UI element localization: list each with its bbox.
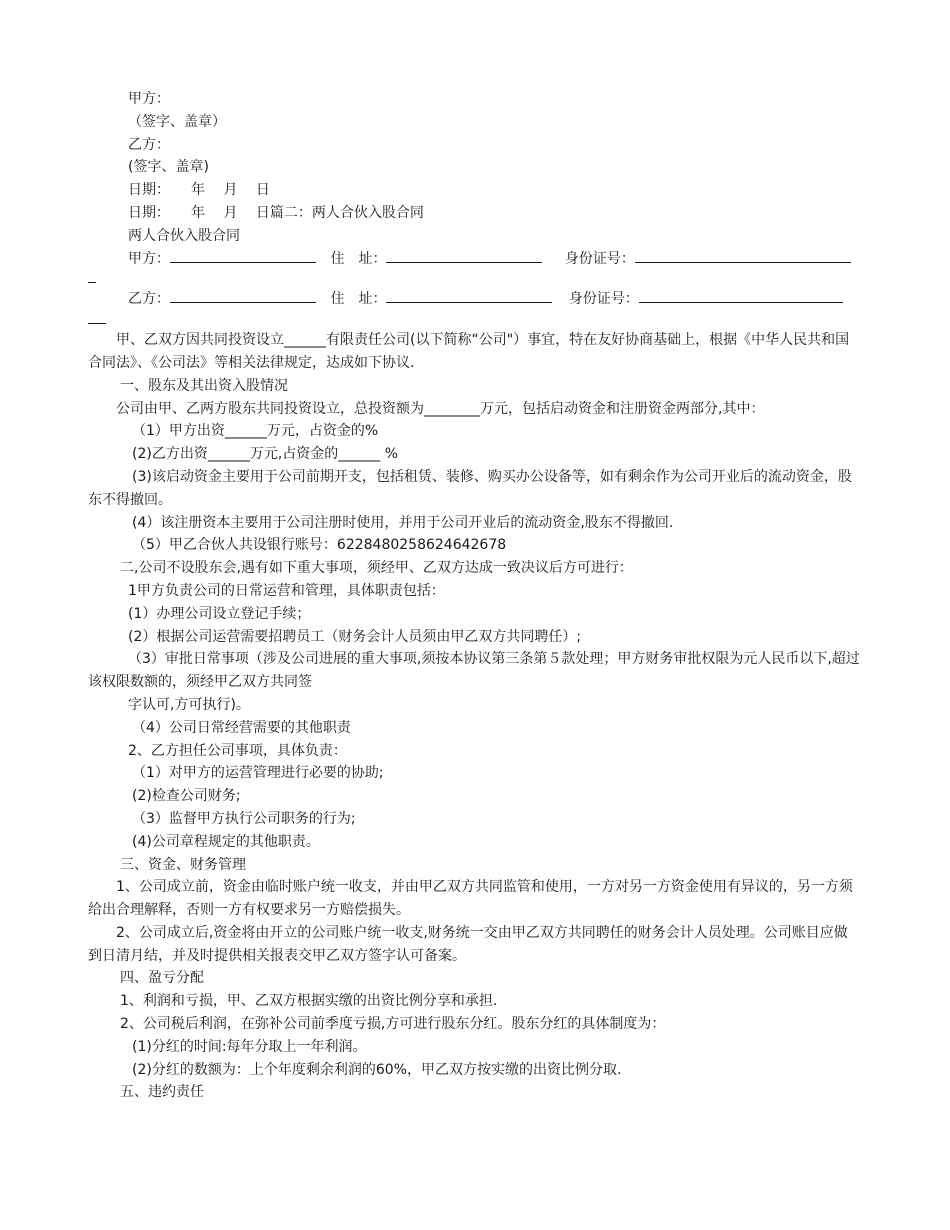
section-2-party-a-item-3-continued: 字认可,方可执行)。 [128, 696, 250, 713]
section-2-party-b-item-4: (4)公司章程规定的其他职责。 [132, 833, 320, 850]
section-1-item-5: （5）甲乙合伙人共设银行账号：6228480258624642678 [132, 537, 507, 554]
section-4-item-2: (2)分红的数额为：上个年度剩余利润的60%，甲乙双方按实缴的出资比例分取. [132, 1061, 622, 1078]
section-2-party-a-item-2: (2）根据公司运营需要招聘员工（财务会计人员须由甲乙双方共同聘任）; [128, 628, 582, 645]
section-2-title: 二,公司不设股东会,遇有如下重大事项，须经甲、乙双方达成一致决议后方可进行： [120, 560, 633, 577]
section-3-title: 三、资金、财务管理 [120, 856, 246, 873]
section-2-party-a-item-4: （4）公司日常经营需要的其他职责 [132, 719, 351, 736]
party-b-id-blank [639, 288, 843, 303]
party-a-id-blank-overflow [88, 270, 860, 288]
party-b-name-blank [170, 288, 316, 303]
party-b-info-row [88, 288, 860, 311]
party-a-label: 甲方： [128, 250, 170, 267]
section-1-title: 一、股东及其出资入股情况 [120, 377, 288, 394]
signature-date-1: 日期： 年 月 日 [128, 182, 270, 199]
signature-seal-b: (签字、盖章) [128, 159, 209, 176]
party-a-id-blank [635, 248, 851, 263]
section-2-party-b-item-1: （1）对甲方的运营管理进行必要的协助; [132, 765, 384, 782]
party-b-address-label: 住 址： [330, 291, 387, 308]
party-a-id-label: 身份证号： [564, 250, 635, 267]
party-b-address-blank [386, 288, 552, 303]
document-title: 两人合伙入股合同 [128, 227, 240, 244]
section-4-item-1: (1)分红的时间:每年分取上一年利润。 [132, 1038, 367, 1055]
section-2-party-a-item-1: (1）办理公司设立登记手续； [128, 605, 311, 622]
party-a-info-row [88, 248, 860, 271]
section-2-party-b-title: 2、乙方担任公司事项，具体负责： [128, 742, 347, 759]
section-3-paragraph-1: 1、公司成立前，资金由临时账户统一收支，并由甲乙双方共同监管和使用，一方对另一方资金使用有异议的，另一方须给出合理解释，否则一方有权要求另一方赔偿损失。 [88, 879, 853, 919]
section-5-title: 五、违约责任 [120, 1084, 204, 1101]
section-1-body: 公司由甲、乙两方股东共同投资设立，总投资额为________万元，包括启动资金和注册资金两部分,其中： [116, 400, 765, 417]
intro-paragraph: 甲、乙双方因共同投资设立______有限责任公司(以下简称“公司"）事宜，特在友好协商基础上，根据《中华人民共和国合同法》、《公司法》等相关法律规定，达成如下协议. [88, 332, 850, 371]
section-1-item-1: （1）甲方出资______万元，占资金的% [132, 423, 379, 440]
signature-seal-a: （签字、盖章） [128, 113, 226, 130]
section-4-paragraph-2: 2、公司税后利润，在弥补公司前季度亏损,方可进行股东分红。股东分红的具体制度为： [120, 1016, 666, 1033]
party-a-name-blank [170, 248, 316, 263]
section-2-party-a-item-3: （3）审批日常事项（涉及公司进展的重大事项,须按本协议第三条第５款处理；甲方财务审批权限为元人民币以下,超过该权限数额的，须经甲乙双方共同签 [88, 651, 860, 691]
section-1-item-4: (4）该注册资本主要用于公司注册时使用，并用于公司开业后的流动资金,股东不得撤回. [132, 514, 674, 531]
section-1-item-2: (2)乙方出资______万元,占资金的______ % [132, 446, 399, 463]
section-2-party-b-item-2: (2)检查公司财务; [132, 788, 241, 805]
contract-document [88, 88, 860, 1104]
signature-party-b: 乙方： [128, 136, 170, 153]
section-4-paragraph-1: 1、利润和亏损，甲、乙双方根据实缴的出资比例分享和承担. [120, 993, 498, 1010]
section-3-paragraph-2: 2、公司成立后,资金将由开立的公司账户统一收支,财务统一交由甲乙双方共同聘任的财务会计人员处理。公司账目应做到日清月结，并及时提供相关报表交甲乙双方签字认可备案。 [88, 924, 848, 964]
party-b-label: 乙方： [128, 291, 170, 308]
signature-party-a: 甲方： [128, 91, 170, 107]
party-b-id-blank-overflow [88, 311, 860, 329]
section-1-item-3: (3)该启动资金主要用于公司前期开支，包括租赁、装修、购买办公设备等，如有剩余作为公司开业后的流动资金，股东不得撤回。 [88, 468, 852, 508]
party-a-address-blank [386, 248, 542, 263]
section-2-party-a-title: 1甲方负责公司的日常运营和管理，具体职责包括： [128, 582, 445, 599]
section-4-title: 四、盈亏分配 [120, 970, 204, 987]
party-a-address-label: 住 址： [330, 250, 387, 267]
section-2-party-b-item-3: （3）监督甲方执行公司职务的行为; [132, 810, 356, 827]
party-b-id-label: 身份证号： [568, 291, 639, 308]
signature-date-2: 日期： 年 月 日篇二：两人合伙入股合同 [128, 204, 424, 221]
